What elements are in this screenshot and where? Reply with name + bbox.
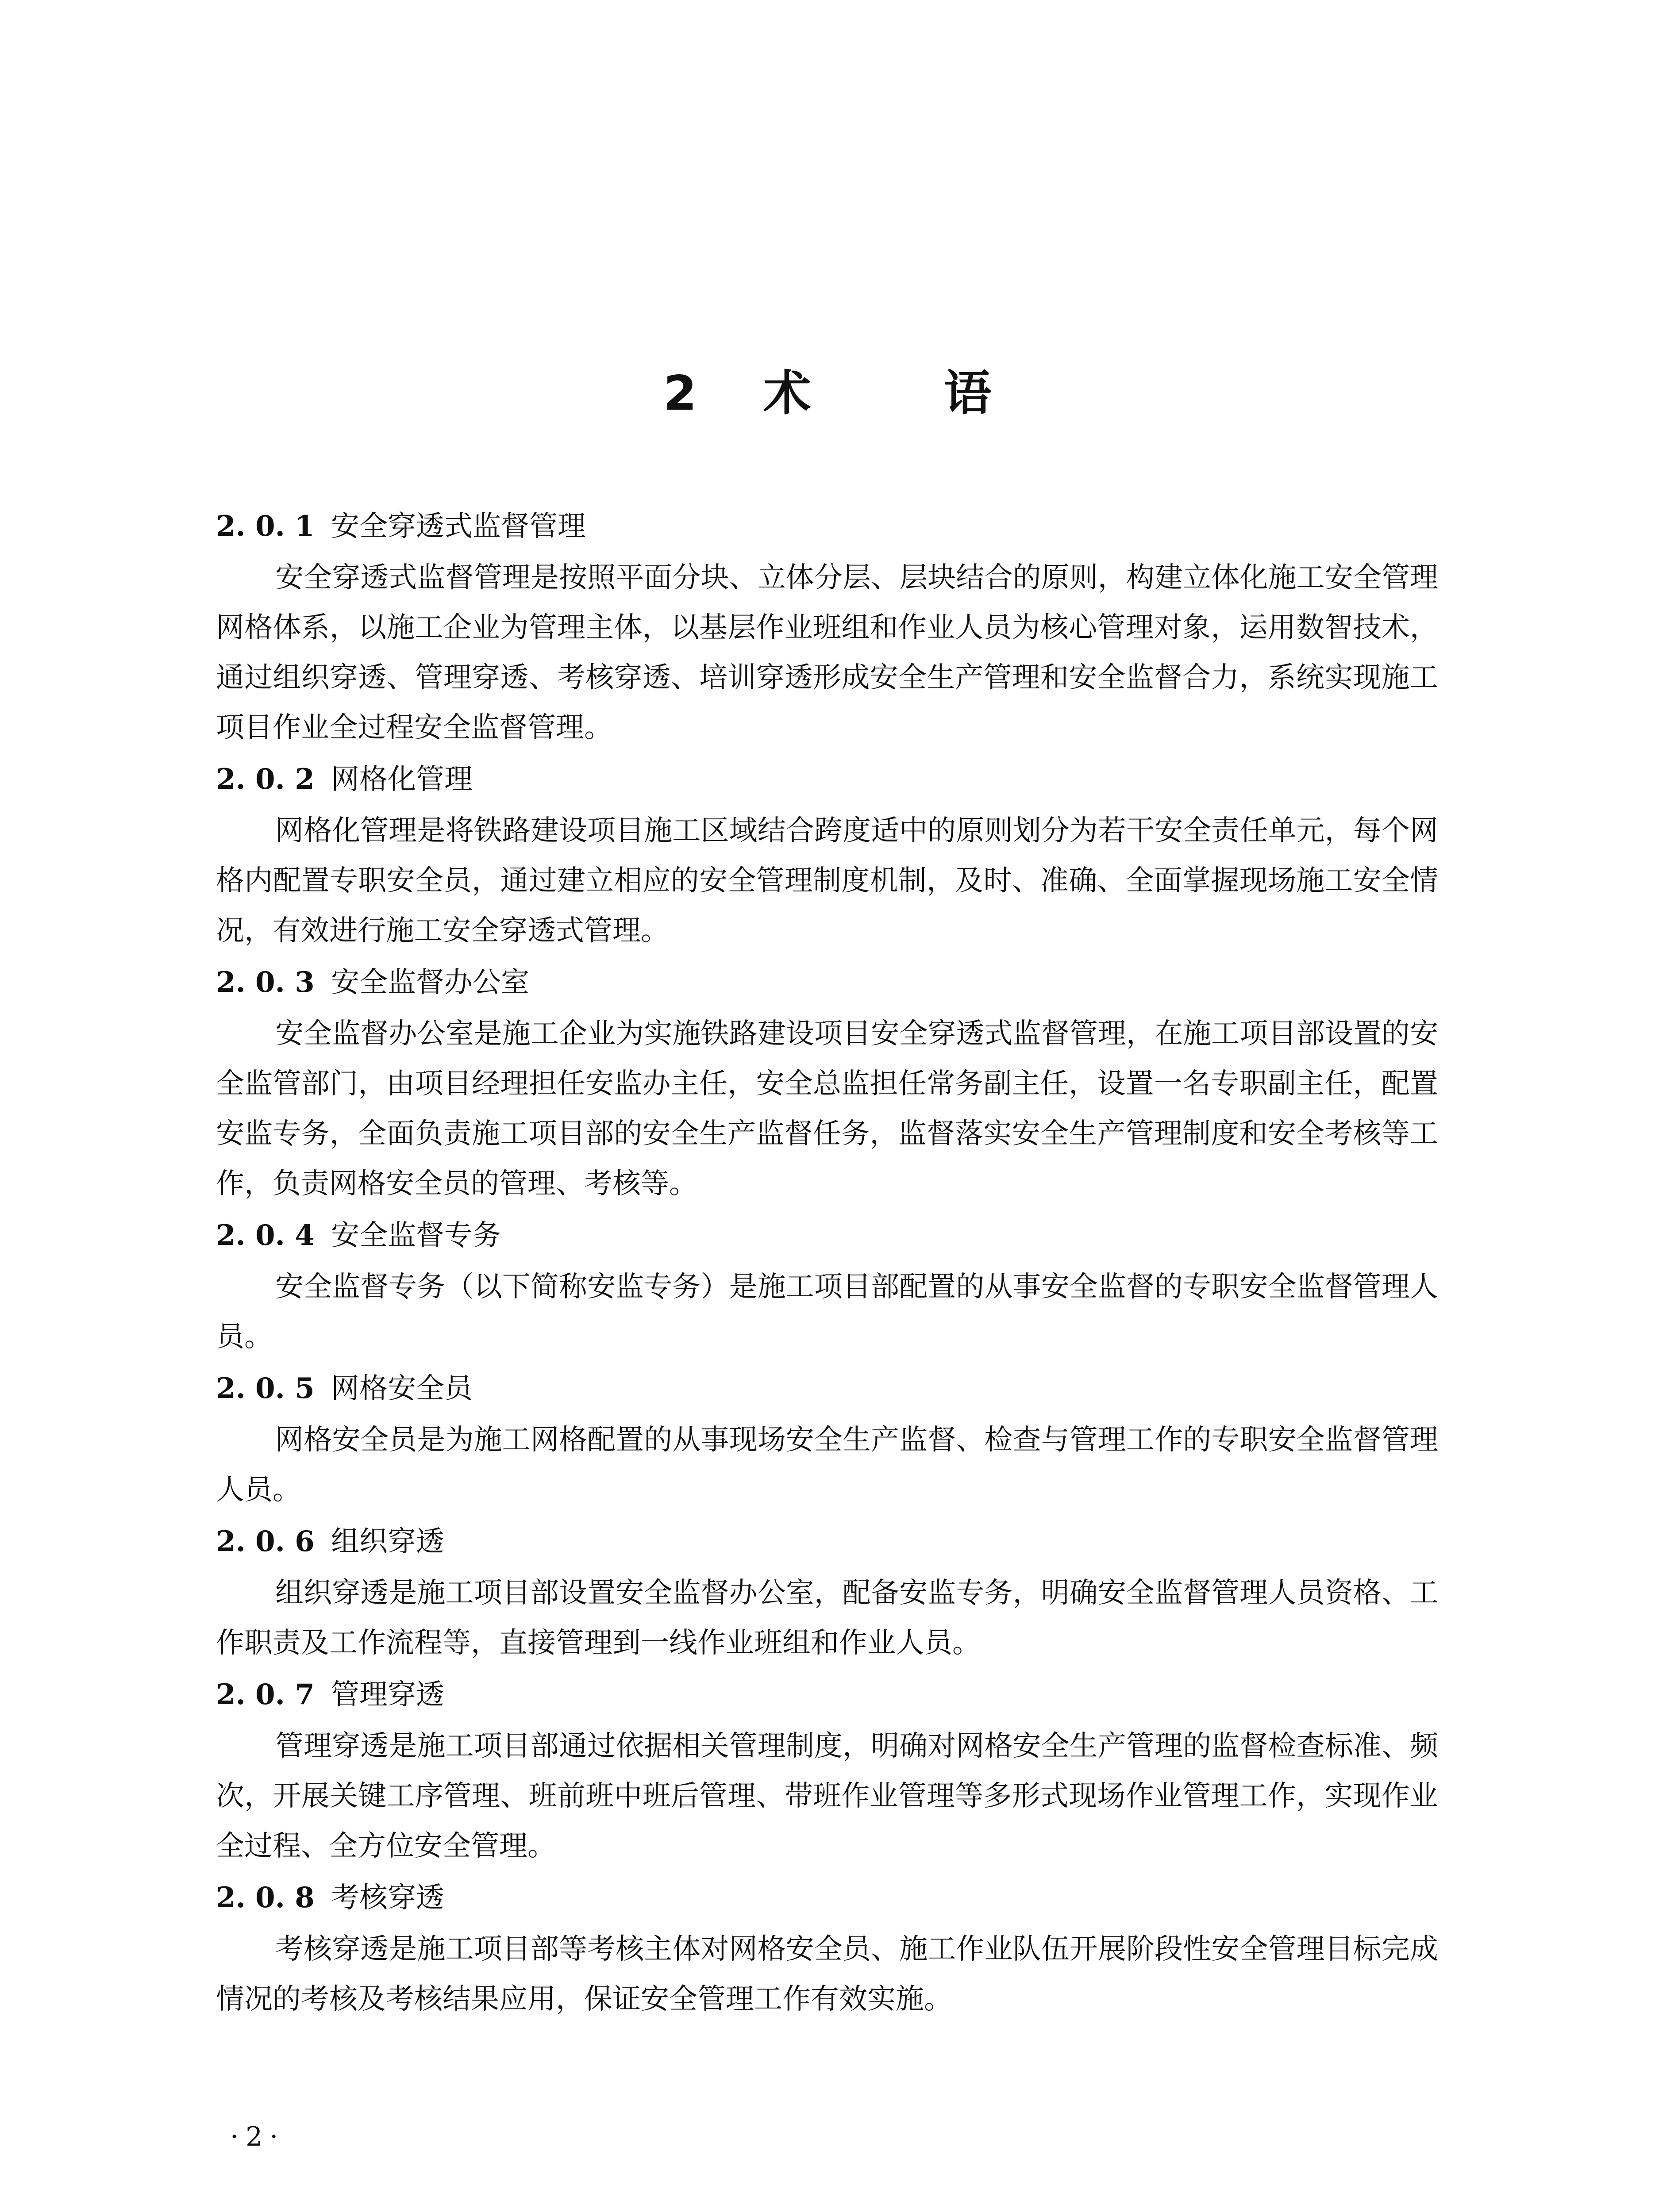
term-number: 2. 0. 6 <box>216 1525 315 1558</box>
term-number: 2. 0. 5 <box>216 1372 315 1405</box>
term-name: 安全穿透式监督管理 <box>331 510 586 543</box>
term-2-0-7 <box>216 1668 1438 1871</box>
term-number: 2. 0. 3 <box>216 966 315 999</box>
term-2-0-1 <box>216 500 1438 753</box>
term-name: 组织穿透 <box>331 1525 444 1558</box>
term-name: 网格安全员 <box>331 1372 473 1405</box>
term-number: 2. 0. 8 <box>216 1881 315 1914</box>
term-heading <box>216 753 1438 806</box>
term-heading <box>216 1515 1438 1568</box>
term-number: 2. 0. 1 <box>216 510 315 543</box>
term-2-0-3 <box>216 956 1438 1209</box>
term-definition: 安全监督专务（以下简称安监专务）是施工项目部配置的从事安全监督的专职安全监督管理人员。 <box>216 1271 1438 1353</box>
chapter-number: 2 <box>663 366 697 421</box>
term-definition: 安全穿透式监督管理是按照平面分块、立体分层、层块结合的原则，构建立体化施工安全管理网格体系，以施工企业为管理主体，以基层作业班组和作业人员为核心管理对象，运用数智技术，通过组织穿透、管理穿透、考核穿透、培训穿透形成安全生产管理和安全监督合力，系统实现施工项目作业全过程安全监督管理。 <box>216 561 1438 744</box>
term-name: 管理穿透 <box>331 1678 444 1711</box>
term-number: 2. 0. 7 <box>216 1678 315 1711</box>
term-heading <box>216 1871 1438 1924</box>
term-heading <box>216 956 1438 1009</box>
term-heading <box>216 500 1438 553</box>
term-definition: 网格安全员是为施工网格配置的从事现场安全生产监督、检查与管理工作的专职安全监督管理人员。 <box>216 1424 1438 1506</box>
term-number: 2. 0. 2 <box>216 763 315 796</box>
term-name: 安全监督办公室 <box>331 966 529 999</box>
term-definition: 管理穿透是施工项目部通过依据相关管理制度，明确对网格安全生产管理的监督检查标准、频次，开展关键工序管理、班前班中班后管理、带班作业管理等多形式现场作业管理工作，实现作业全过程、全方位安全管理。 <box>216 1730 1438 1863</box>
term-name: 安全监督专务 <box>331 1219 501 1252</box>
chapter-title-char-1: 术 <box>763 366 811 421</box>
term-heading <box>216 1668 1438 1721</box>
chapter-title <box>0 363 1655 425</box>
term-2-0-4 <box>216 1209 1438 1362</box>
term-definition: 网格化管理是将铁路建设项目施工区域结合跨度适中的原则划分为若干安全责任单元，每个网格内配置专职安全员，通过建立相应的安全管理制度机制，及时、准确、全面掌握现场施工安全情况，有效进行施工安全穿透式管理。 <box>216 814 1438 947</box>
terms-list <box>216 500 1438 2024</box>
term-heading <box>216 1209 1438 1262</box>
term-2-0-8 <box>216 1871 1438 2024</box>
term-number: 2. 0. 4 <box>216 1219 315 1252</box>
term-name: 网格化管理 <box>331 763 473 796</box>
term-heading <box>216 1362 1438 1415</box>
term-2-0-6 <box>216 1515 1438 1668</box>
term-definition: 安全监督办公室是施工企业为实施铁路建设项目安全穿透式监督管理，在施工项目部设置的安全监管部门，由项目经理担任安监办主任，安全总监担任常务副主任，设置一名专职副主任，配置安监专务，全面负责施工项目部的安全生产监督任务，监督落实安全生产管理制度和安全考核等工作，负责网格安全员的管理、考核等。 <box>216 1018 1438 1200</box>
term-2-0-5 <box>216 1362 1438 1515</box>
page-number: ·2· <box>230 2121 285 2152</box>
term-2-0-2 <box>216 753 1438 956</box>
term-name: 考核穿透 <box>331 1882 444 1914</box>
term-definition: 组织穿透是施工项目部设置安全监督办公室，配备安监专务，明确安全监督管理人员资格、工作职责及工作流程等，直接管理到一线作业班组和作业人员。 <box>216 1577 1438 1659</box>
term-definition: 考核穿透是施工项目部等考核主体对网格安全员、施工作业队伍开展阶段性安全管理目标完成情况的考核及考核结果应用，保证安全管理工作有效实施。 <box>216 1933 1438 2016</box>
chapter-title-char-2: 语 <box>943 366 992 421</box>
